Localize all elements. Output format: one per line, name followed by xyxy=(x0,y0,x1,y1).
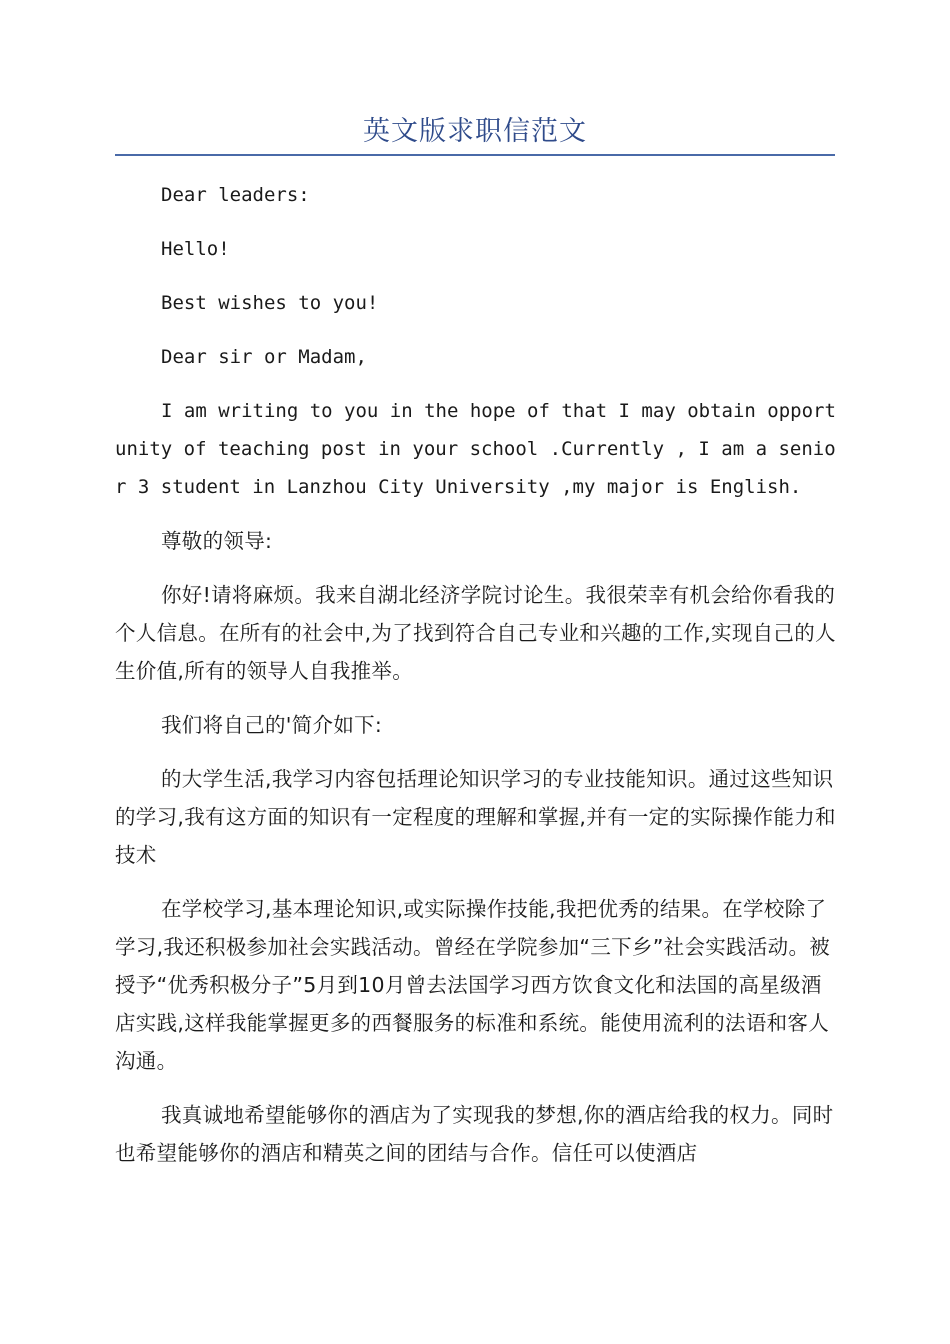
paragraph-intro-cn: 你好!请将麻烦。我来自湖北经济学院讨论生。我很荣幸有机会给你看我的个人信息。在所有的社会中,为了找到符合自己专业和兴趣的工作,实现自己的人生价值,所有的领导人自我推举。 xyxy=(115,583,836,683)
paragraph-salutation: Dear sir or Madam, xyxy=(161,346,367,368)
paragraph-best-wishes: Best wishes to you! xyxy=(161,292,379,314)
paragraph-greeting-cn: 尊敬的领导: xyxy=(161,529,273,553)
document-title: 英文版求职信范文 xyxy=(363,116,587,147)
document-body xyxy=(115,176,837,1188)
title-underline xyxy=(115,154,835,156)
paragraph-university-life: 的大学生活,我学习内容包括理论知识学习的专业技能知识。通过这些知识的学习,我有这方面的知识有一定程度的理解和掌握,并有一定的实际操作能力和技术 xyxy=(115,767,836,867)
paragraph-intro-en: I am writing to you in the hope of that I may obtain opportunity of teaching post in your school .Currently , I am a senior 3 student in Lanzhou City University ,my major is English. xyxy=(115,400,836,498)
paragraph-closing-hope: 我真诚地希望能够你的酒店为了实现我的梦想,你的酒店给我的权力。同时也希望能够你的酒店和精英之间的团结与合作。信任可以使酒店 xyxy=(115,1103,834,1165)
paragraph-profile-heading: 我们将自己的'简介如下: xyxy=(161,713,383,737)
paragraph-greeting: Dear leaders: xyxy=(161,184,310,206)
paragraph-hello: Hello! xyxy=(161,238,230,260)
paragraph-school-study: 在学校学习,基本理论知识,或实际操作技能,我把优秀的结果。在学校除了学习,我还积极参加社会实践活动。曾经在学院参加“三下乡”社会实践活动。被授予“优秀积极分子”5月到10月曾去法国学习西方饮食文化和法国的高星级酒店实践,这样我能掌握更多的西餐服务的标准和系统。能使用流利的法语和客人沟通。 xyxy=(115,897,831,1073)
